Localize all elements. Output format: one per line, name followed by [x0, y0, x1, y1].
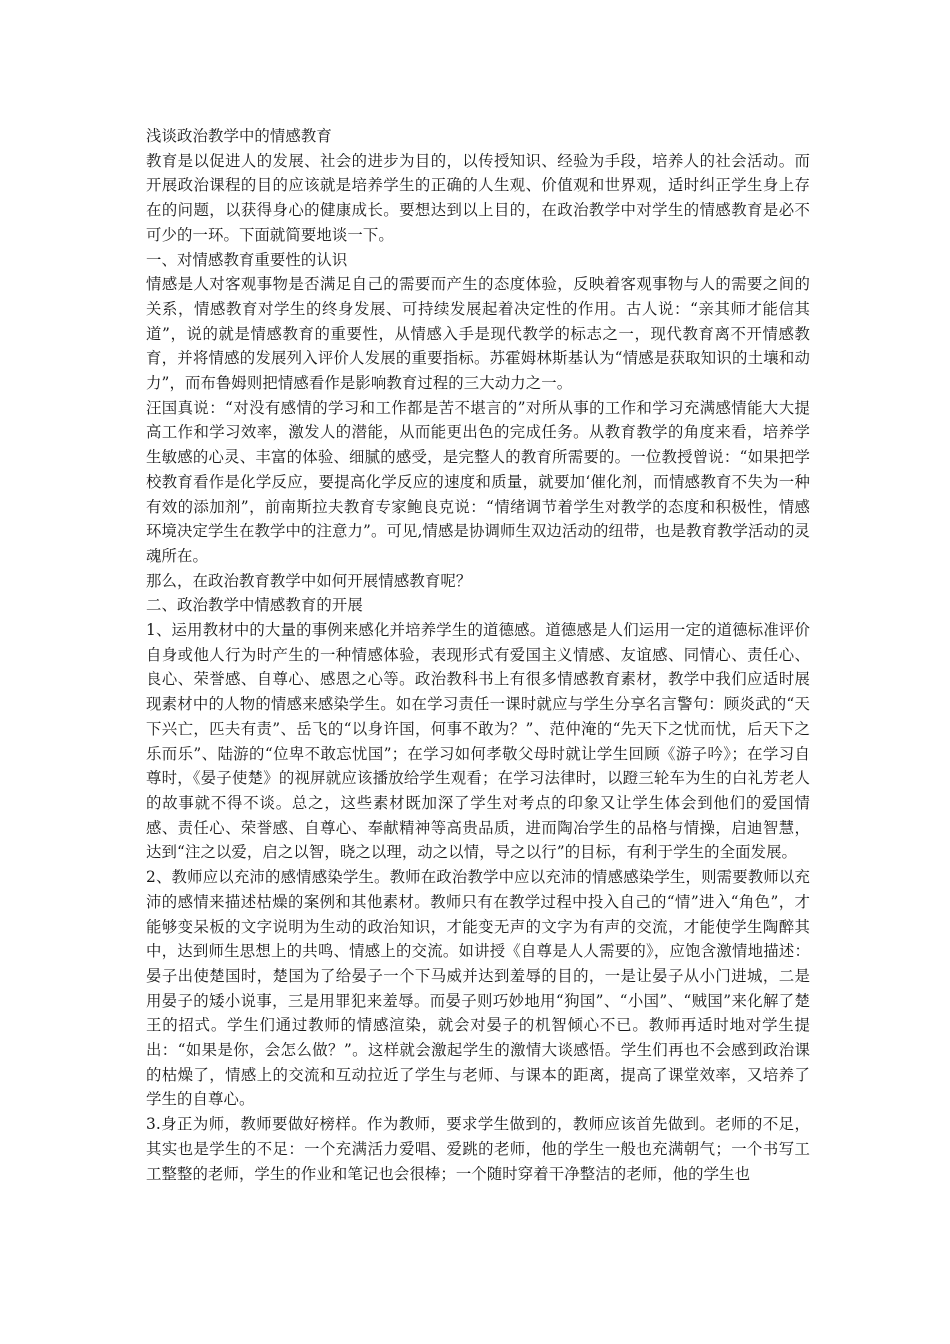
- paragraph: 2、教师应以充沛的感情感染学生。教师在政治教学中应以充沛的情感感染学生，则需要教师以充沛的感情来描述枯燥的案例和其他素材。教师只有在教学过程中投入自己的“情”进入“角色”，才能够变呆板的文字说明为生动的政治知识，才能变无声的文字为有声的交流，才能使学生陶醉其中，达到师生思想上的共鸣、情感上的交流。如讲授《自尊是人人需要的》，应饱含激情地描述：晏子出使楚国时，楚国为了给晏子一个下马威并达到羞辱的目的，一是让晏子从小门进城，二是用晏子的矮小说事，三是用罪犯来羞辱。而晏子则巧妙地用“狗国”、“小国”、“贼国”来化解了楚王的招式。学生们通过教师的情感渲染，就会对晏子的机智倾心不已。教师再适时地对学生提出：“如果是你，会怎么做？”。这样就会激起学生的激情大谈感悟。学生们再也不会感到政治课的枯燥了，情感上的交流和互动拉近了学生与老师、与课本的距离，提高了课堂效率，又培养了学生的自尊心。: [146, 868, 810, 1109]
- question-line: 那么，在政治教育教学中如何开展情感教育呢？: [146, 571, 472, 590]
- paragraph: 情感是人对客观事物是否满足自己的需要而产生的态度体验，反映着客观事物与人的需要之间的关系，情感教育对学生的终身发展、可持续发展起着决定性的作用。古人说：“亲其师才能信其道”，说的就是情感教育的重要性，从情感入手是现代教学的标志之一，现代教育离不开情感教育，并将情感的发展列入评价人发展的重要指标。苏霍姆林斯基认为“情感是获取知识的土壤和动力”，而布鲁姆则把情感看作是影响教育过程的三大动力之一。: [146, 275, 810, 393]
- document-body: [146, 124, 810, 1186]
- section-heading-1: 一、对情感教育重要性的认识: [146, 250, 348, 269]
- paragraph: 3.身正为师，教师要做好榜样。作为教师，要求学生做到的，教师应该首先做到。老师的不足，其实也是学生的不足：一个充满活力爱唱、爱跳的老师，他的学生一般也充满朝气；一个书写工工整整的老师，学生的作业和笔记也会很棒；一个随时穿着干净整洁的老师，他的学生也: [146, 1115, 810, 1183]
- intro-paragraph: 教育是以促进人的发展、社会的进步为目的，以传授知识、经验为手段，培养人的社会活动。而开展政治课程的目的应该就是培养学生的正确的人生观、价值观和世界观，适时纠正学生身上存在的问题，以获得身心的健康成长。要想达到以上目的，在政治教学中对学生的情感教育是必不可少的一环。下面就简要地谈一下。: [146, 151, 810, 244]
- paragraph: 汪国真说：“对没有感情的学习和工作都是苦不堪言的”对所从事的工作和学习充满感情能大大提高工作和学习效率，激发人的潜能，从而能更出色的完成任务。从教育教学的角度来看，培养学生敏感的心灵、丰富的体验、细腻的感受，是完整人的教育所需要的。一位教授曾说：“如果把学校教育看作是化学反应，要提高化学反应的速度和质量，就要加‘催化剂，而情感教育不失为一种有效的添加剂”，前南斯拉夫教育专家鲍良克说：“情绪调节着学生对教学的态度和积极性，情感环境决定学生在教学中的注意力”。可见,情感是协调师生双边活动的纽带，也是教育教学活动的灵魂所在。: [146, 398, 810, 565]
- document-title: 浅谈政治教学中的情感教育: [146, 127, 332, 145]
- section-heading-2: 二、政治教学中情感教育的开展: [146, 596, 363, 615]
- paragraph: 1、运用教材中的大量的事例来感化并培养学生的道德感。道德感是人们运用一定的道德标准评价自身或他人行为时产生的一种情感体验，表现形式有爱国主义情感、友谊感、同情心、责任心、良心、荣誉感、自尊心、感恩之心等。政治教科书上有很多情感教育素材，教学中我们应适时展现素材中的人物的情感来感染学生。如在学习责任一课时就应与学生分享名言警句：顾炎武的“天下兴亡，匹夫有责”、岳飞的“以身许国，何事不敢为？”、范仲淹的“先天下之忧而忧，后天下之乐而乐”、陆游的“位卑不敢忘忧国”；在学习如何孝敬父母时就让学生回顾《游子吟》；在学习自尊时，《晏子使楚》的视屏就应该播放给学生观看；在学习法律时，以蹬三轮车为生的白礼芳老人的故事就不得不谈。总之，这些素材既加深了学生对考点的印象又让学生体会到他们的爱国情感、责任心、荣誉感、自尊心、奉献精神等高贵品质，进而陶冶学生的品格与情操，启迪智慧，达到“注之以爱，启之以智，晓之以理，动之以情，导之以行”的目标，有利于学生的全面发展。: [146, 621, 810, 862]
